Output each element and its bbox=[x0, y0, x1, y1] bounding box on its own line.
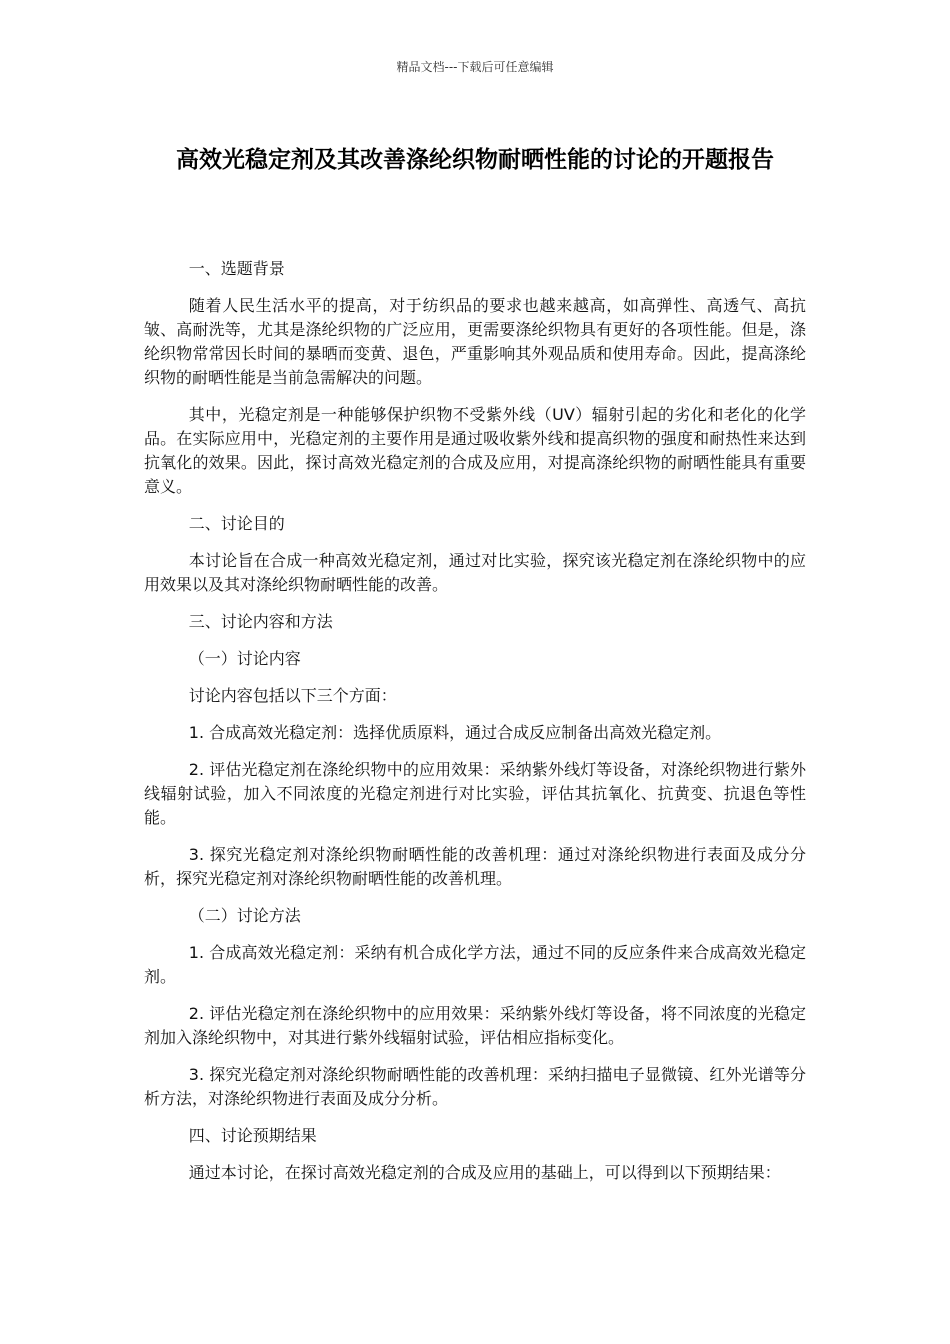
section-heading-background: 一、选题背景 bbox=[188, 259, 285, 278]
list-item: 2. 评估光稳定剂在涤纶织物中的应用效果：采纳紫外线灯等设备，将不同浓度的光稳定剂加入涤纶织物中，对其进行紫外线辐射试验，评估相应指标变化。 bbox=[144, 1004, 806, 1047]
section-heading-expected-results: 四、讨论预期结果 bbox=[188, 1126, 317, 1145]
paragraph: 随着人民生活水平的提高，对于纺织品的要求也越来越高，如高弹性、高透气、高抗皱、高耐洗等，尤其是涤纶织物的广泛应用，更需要涤纶织物具有更好的各项性能。但是，涤纶织物常常因长时间的暴晒而变黄、退色，严重影响其外观品质和使用寿命。因此，提高涤纶织物的耐晒性能是当前急需解决的问题。 bbox=[144, 296, 806, 387]
document-body bbox=[144, 257, 806, 1198]
list-item: 1. 合成高效光稳定剂：选择优质原料，通过合成反应制备出高效光稳定剂。 bbox=[188, 723, 722, 742]
header-note: 精品文档---下载后可任意编辑 bbox=[396, 60, 554, 74]
list-item: 2. 评估光稳定剂在涤纶织物中的应用效果：采纳紫外线灯等设备，对涤纶织物进行紫外线辐射试验，加入不同浓度的光稳定剂进行对比实验，评估其抗氧化、抗黄变、抗退色等性能。 bbox=[144, 760, 806, 827]
section-heading-purpose: 二、讨论目的 bbox=[188, 514, 285, 533]
document-title: 高效光稳定剂及其改善涤纶织物耐晒性能的讨论的开题报告 bbox=[176, 147, 774, 173]
paragraph: 其中，光稳定剂是一种能够保护织物不受紫外线（UV）辐射引起的劣化和老化的化学品。在实际应用中，光稳定剂的主要作用是通过吸收紫外线和提高织物的强度和耐热性来达到抗氧化的效果。因此，探讨高效光稳定剂的合成及应用，对提高涤纶织物的耐晒性能具有重要意义。 bbox=[144, 405, 806, 496]
paragraph: 通过本讨论，在探讨高效光稳定剂的合成及应用的基础上，可以得到以下预期结果： bbox=[188, 1163, 781, 1182]
list-item: 3. 探究光稳定剂对涤纶织物耐晒性能的改善机理：通过对涤纶织物进行表面及成分分析，探究光稳定剂对涤纶织物耐晒性能的改善机理。 bbox=[144, 845, 806, 888]
list-item: 3. 探究光稳定剂对涤纶织物耐晒性能的改善机理：采纳扫描电子显微镜、红外光谱等分析方法，对涤纶织物进行表面及成分分析。 bbox=[144, 1065, 806, 1108]
paragraph: 讨论内容包括以下三个方面： bbox=[188, 686, 397, 705]
subsection-heading-content: （一）讨论内容 bbox=[188, 649, 301, 668]
paragraph: 本讨论旨在合成一种高效光稳定剂，通过对比实验，探究该光稳定剂在涤纶织物中的应用效果以及其对涤纶织物耐晒性能的改善。 bbox=[144, 551, 806, 594]
subsection-heading-method: （二）讨论方法 bbox=[188, 906, 301, 925]
section-heading-content-method: 三、讨论内容和方法 bbox=[188, 612, 333, 631]
list-item: 1. 合成高效光稳定剂：采纳有机合成化学方法，通过不同的反应条件来合成高效光稳定剂。 bbox=[144, 943, 806, 986]
